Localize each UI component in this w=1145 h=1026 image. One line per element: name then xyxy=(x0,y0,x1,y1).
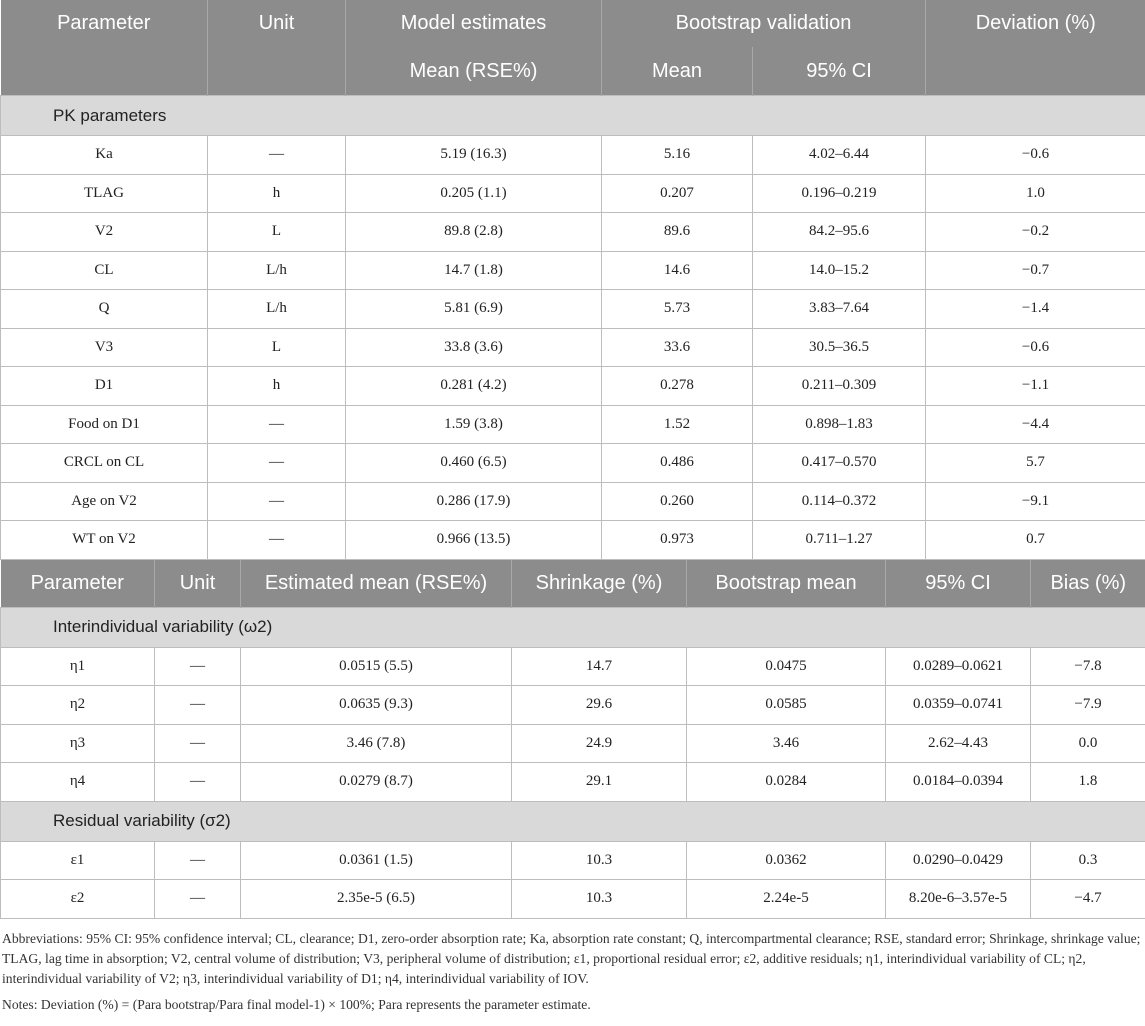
table-cell: CRCL on CL xyxy=(1,444,208,483)
table-cell: 0.711–1.27 xyxy=(753,521,926,560)
table-row xyxy=(1,405,1145,444)
table-cell: 1.52 xyxy=(602,405,753,444)
table-cell: η3 xyxy=(1,724,155,763)
table-cell: — xyxy=(155,880,241,919)
table-cell: 2.62–4.43 xyxy=(886,724,1031,763)
table-cell: −0.7 xyxy=(926,251,1145,290)
table-cell: V2 xyxy=(1,213,208,252)
table-cell: Food on D1 xyxy=(1,405,208,444)
table-cell: −9.1 xyxy=(926,482,1145,521)
header-boot-mean: Mean xyxy=(602,47,753,96)
table-cell: 0.0184–0.0394 xyxy=(886,763,1031,802)
table-cell: 5.19 (16.3) xyxy=(346,136,602,175)
table-cell: 0.211–0.309 xyxy=(753,367,926,406)
table-cell: 0.417–0.570 xyxy=(753,444,926,483)
table-row xyxy=(1,763,1145,802)
table-cell: h xyxy=(208,367,346,406)
table-cell: — xyxy=(155,724,241,763)
table-cell: 0.0361 (1.5) xyxy=(241,841,512,880)
table-cell: CL xyxy=(1,251,208,290)
header-bias: Bias (%) xyxy=(1031,560,1145,608)
table-row xyxy=(1,521,1145,560)
table-cell: 2.24e-5 xyxy=(687,880,886,919)
table2-header-row xyxy=(1,560,1145,608)
table-cell: 0.0289–0.0621 xyxy=(886,647,1031,686)
table-row xyxy=(1,482,1145,521)
table-cell: 0.281 (4.2) xyxy=(346,367,602,406)
table-cell: 29.6 xyxy=(512,686,687,725)
header-empty xyxy=(1,47,208,96)
table-cell: 10.3 xyxy=(512,841,687,880)
table-cell: 0.207 xyxy=(602,174,753,213)
table-cell: 5.7 xyxy=(926,444,1145,483)
table-cell: WT on V2 xyxy=(1,521,208,560)
table-cell: 0.0279 (8.7) xyxy=(241,763,512,802)
section-title: Residual variability (σ2) xyxy=(1,801,1145,841)
table-cell: −4.7 xyxy=(1031,880,1145,919)
table-cell: 0.0515 (5.5) xyxy=(241,647,512,686)
table-cell: L xyxy=(208,328,346,367)
table-cell: −0.2 xyxy=(926,213,1145,252)
table-cell: 5.81 (6.9) xyxy=(346,290,602,329)
table-cell: — xyxy=(208,482,346,521)
header-estimated-mean: Estimated mean (RSE%) xyxy=(241,560,512,608)
table-cell: 14.7 xyxy=(512,647,687,686)
table-cell: 84.2–95.6 xyxy=(753,213,926,252)
table-cell: — xyxy=(208,444,346,483)
table-cell: 0.0 xyxy=(1031,724,1145,763)
table-cell: ε2 xyxy=(1,880,155,919)
section-row xyxy=(1,801,1145,841)
header-unit: Unit xyxy=(208,0,346,47)
table-cell: 0.0359–0.0741 xyxy=(886,686,1031,725)
header-ci: 95% CI xyxy=(886,560,1031,608)
table-cell: — xyxy=(155,647,241,686)
table-cell: L xyxy=(208,213,346,252)
table-cell: 33.8 (3.6) xyxy=(346,328,602,367)
table-cell: 14.6 xyxy=(602,251,753,290)
table-cell: 0.278 xyxy=(602,367,753,406)
table-cell: — xyxy=(208,405,346,444)
table-cell: L/h xyxy=(208,290,346,329)
table-cell: 4.02–6.44 xyxy=(753,136,926,175)
table-cell: 0.205 (1.1) xyxy=(346,174,602,213)
table-row xyxy=(1,880,1145,919)
header-model-estimates: Model estimates xyxy=(346,0,602,47)
table-cell: 0.460 (6.5) xyxy=(346,444,602,483)
table-cell: 5.16 xyxy=(602,136,753,175)
table-cell: η1 xyxy=(1,647,155,686)
table-cell: D1 xyxy=(1,367,208,406)
table-cell: 14.7 (1.8) xyxy=(346,251,602,290)
table-cell: 3.83–7.64 xyxy=(753,290,926,329)
header-bootstrap-mean: Bootstrap mean xyxy=(687,560,886,608)
table-cell: 0.196–0.219 xyxy=(753,174,926,213)
table-cell: — xyxy=(208,521,346,560)
section-title: Interindividual variability (ω2) xyxy=(1,607,1145,647)
table-cell: 33.6 xyxy=(602,328,753,367)
table-cell: — xyxy=(155,686,241,725)
table-cell: 3.46 xyxy=(687,724,886,763)
table-cell: −7.8 xyxy=(1031,647,1145,686)
header-shrinkage: Shrinkage (%) xyxy=(512,560,687,608)
header-parameter: Parameter xyxy=(1,560,155,608)
variability-table xyxy=(0,560,1145,919)
table-cell: 0.114–0.372 xyxy=(753,482,926,521)
deviation-note: Notes: Deviation (%) = (Para bootstrap/Para final model-1) × 100%; Para represents the parameter estimate. xyxy=(2,996,591,1012)
header-empty xyxy=(926,47,1145,96)
table-cell: V3 xyxy=(1,328,208,367)
table-cell: 89.6 xyxy=(602,213,753,252)
table-cell: −0.6 xyxy=(926,328,1145,367)
header-bootstrap-validation: Bootstrap validation xyxy=(602,0,926,47)
table-row xyxy=(1,647,1145,686)
table-row xyxy=(1,841,1145,880)
table-cell: −1.1 xyxy=(926,367,1145,406)
table-cell: h xyxy=(208,174,346,213)
table-cell: 0.486 xyxy=(602,444,753,483)
table-cell: — xyxy=(155,841,241,880)
table-cell: TLAG xyxy=(1,174,208,213)
table-cell: 10.3 xyxy=(512,880,687,919)
table-row xyxy=(1,251,1145,290)
header-parameter: Parameter xyxy=(1,0,208,47)
table-cell: 2.35e-5 (6.5) xyxy=(241,880,512,919)
table-cell: η4 xyxy=(1,763,155,802)
table-cell: Age on V2 xyxy=(1,482,208,521)
table-cell: 0.898–1.83 xyxy=(753,405,926,444)
table-cell: 1.59 (3.8) xyxy=(346,405,602,444)
table-cell: 0.286 (17.9) xyxy=(346,482,602,521)
table-cell: 0.0362 xyxy=(687,841,886,880)
table-cell: Ka xyxy=(1,136,208,175)
table-row xyxy=(1,213,1145,252)
section-title-pk: PK parameters xyxy=(1,96,1145,136)
table-cell: 3.46 (7.8) xyxy=(241,724,512,763)
header-unit: Unit xyxy=(155,560,241,608)
table-cell: 0.0284 xyxy=(687,763,886,802)
table-row xyxy=(1,444,1145,483)
header-mean-rse: Mean (RSE%) xyxy=(346,47,602,96)
table-cell: 0.0475 xyxy=(687,647,886,686)
table-cell: 89.8 (2.8) xyxy=(346,213,602,252)
table-cell: 14.0–15.2 xyxy=(753,251,926,290)
table-cell: 30.5–36.5 xyxy=(753,328,926,367)
header-deviation: Deviation (%) xyxy=(926,0,1145,47)
table-cell: 24.9 xyxy=(512,724,687,763)
table-cell: −1.4 xyxy=(926,290,1145,329)
table-cell: −7.9 xyxy=(1031,686,1145,725)
table-cell: 1.8 xyxy=(1031,763,1145,802)
section-row xyxy=(1,607,1145,647)
table-row xyxy=(1,174,1145,213)
header-boot-ci: 95% CI xyxy=(753,47,926,96)
table1-header-row-1 xyxy=(1,0,1145,47)
section-row xyxy=(1,96,1145,136)
table-cell: 0.966 (13.5) xyxy=(346,521,602,560)
table-cell: 0.0635 (9.3) xyxy=(241,686,512,725)
table-cell: 29.1 xyxy=(512,763,687,802)
table-cell: 0.0290–0.0429 xyxy=(886,841,1031,880)
table-row xyxy=(1,328,1145,367)
table-cell: −0.6 xyxy=(926,136,1145,175)
table-row xyxy=(1,290,1145,329)
table-cell: 0.973 xyxy=(602,521,753,560)
table-footnotes xyxy=(0,919,1144,1015)
table-cell: 0.260 xyxy=(602,482,753,521)
table-row xyxy=(1,367,1145,406)
table-cell: 1.0 xyxy=(926,174,1145,213)
table1-header-row-2 xyxy=(1,47,1145,96)
table-cell: L/h xyxy=(208,251,346,290)
table-cell: 0.7 xyxy=(926,521,1145,560)
table-cell: Q xyxy=(1,290,208,329)
table-cell: — xyxy=(155,763,241,802)
table-row xyxy=(1,724,1145,763)
table-cell: 5.73 xyxy=(602,290,753,329)
table-cell: — xyxy=(208,136,346,175)
table-cell: 0.0585 xyxy=(687,686,886,725)
abbreviations-note: Abbreviations: 95% CI: 95% confidence interval; CL, clearance; D1, zero-order absorption rate; Ka, absorption rate constant; Q, intercompartmental clearance; RSE, standard error; Shrinkage, shrinkage value; TLAG, lag time in absorption; V2, central volume of distribution; V3, peripheral volume of distribution; ε1, proportional residual error; ε2, additive residuals; η1, interindividual variability of CL; η2, interindividual variability of V2; η3, interindividual variability of D1; η4, interindividual variability of IOV. xyxy=(2,930,1141,986)
table-row xyxy=(1,136,1145,175)
table-cell: −4.4 xyxy=(926,405,1145,444)
header-empty xyxy=(208,47,346,96)
table-cell: 8.20e-6–3.57e-5 xyxy=(886,880,1031,919)
table-cell: ε1 xyxy=(1,841,155,880)
table-cell: 0.3 xyxy=(1031,841,1145,880)
table-cell: η2 xyxy=(1,686,155,725)
table-row xyxy=(1,686,1145,725)
